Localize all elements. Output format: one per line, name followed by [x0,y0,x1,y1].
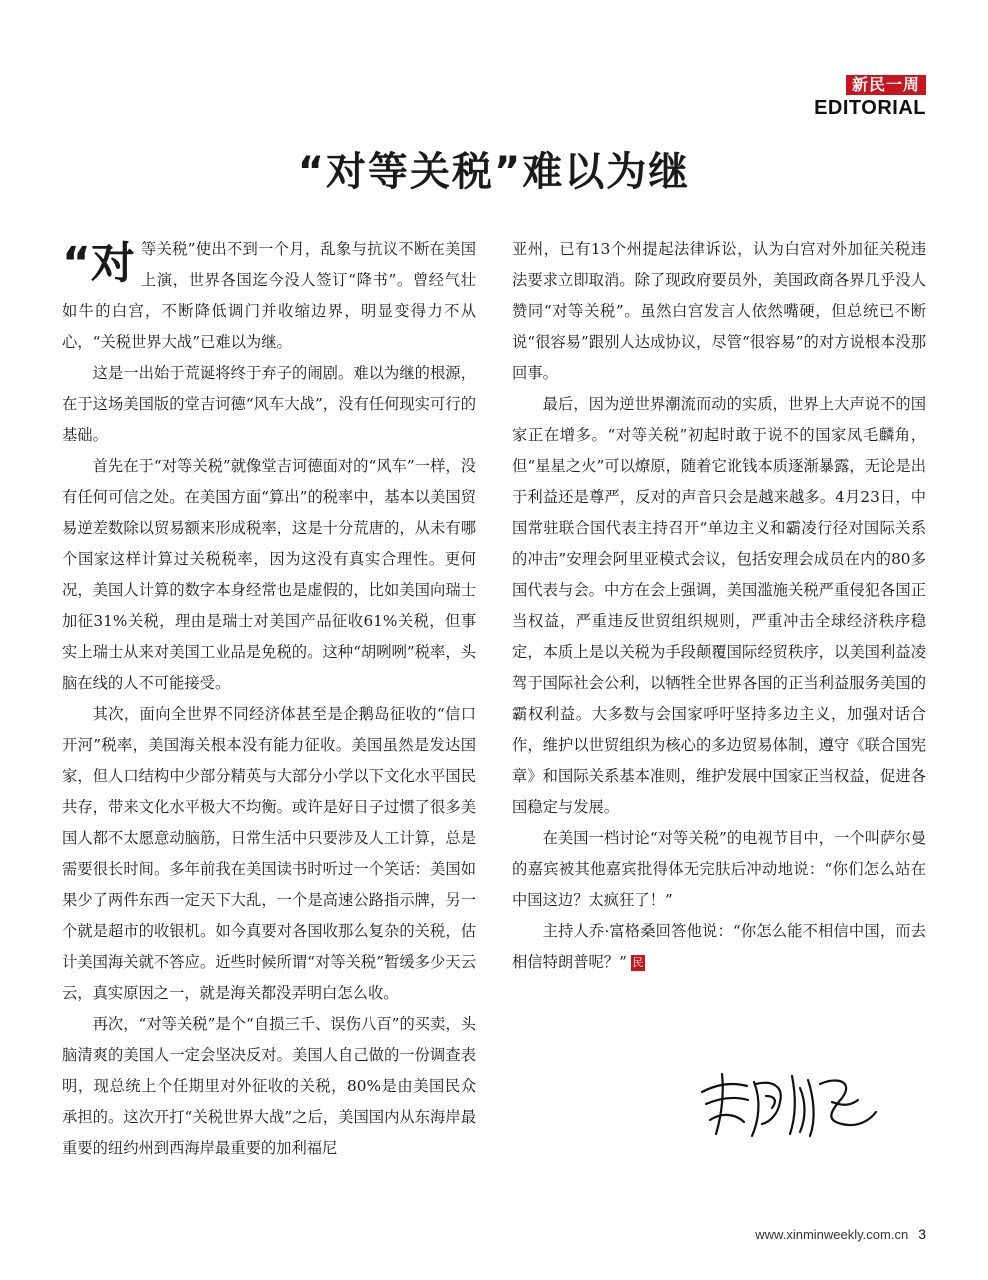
paragraph: 主持人乔·富格桑回答他说：“你怎么能不相信中国，而去相信特朗普呢？” 民 [512,922,926,971]
masthead [814,75,926,119]
column-left [62,234,476,1164]
paragraph: 这是一出始于荒诞将终于弃子的闹剧。难以为继的根源，在于这场美国版的堂吉诃德“风车大战”，没有任何现实可行的基础。 [62,364,476,444]
paragraph: 再次，“对等关税”是个“自损三千、误伤八百”的买卖，头脑清爽的美国人一定会坚决反对。美国人自己做的一份调查表明，现总统上个任期里对外征收的关税，80%是由美国民众承担的。这次开打“关税世界大战”之后，美国国内从东海岸最重要的纽约州到西海岸最重要的加利福尼 [62,1015,476,1157]
page-number: 3 [918,1226,926,1242]
column-right [512,234,926,1164]
page-footer [755,1226,926,1242]
signature-handwritten [692,1062,882,1142]
paragraph: 亚州，已有13个州提起法律诉讼，认为白宫对外加征关税违法要求立即取消。除了现政府要员外，美国政商各界几乎没人赞同“对等关税”。虽然白宫发言人依然嘴硬，但总统已不断说“很容易”跟别人达成协议，尽管“很容易”的对方说根本没那回事。 [512,240,926,382]
paragraph: 其次，面向全世界不同经济体甚至是企鹅岛征收的“信口开河”税率，美国海关根本没有能力征收。美国虽然是发达国家，但人口结构中少部分精英与大部分小学以下文化水平国民共存，带来文化水平极大不均衡。或许是好日子过惯了很多美国人都不太愿意动脑筋，日常生活中只要涉及人工计算，总是需要很长时间。多年前我在美国读书时听过一个笑话：美国如果少了两件东西一定天下大乱，一个是高速公路指示牌，另一个就是超市的收银机。如今真要对各国收那么复杂的关税，估计美国海关就不答应。近些时候所谓“对等关税”暂缓多少天云云，真实原因之一，就是海关都没弄明白怎么收。 [62,705,476,1002]
article-title: “对等关税”难以为继 [297,149,691,195]
paragraph: 最后，因为逆世界潮流而动的实质，世界上大声说不的国家正在增多。“对等关税”初起时敢于说不的国家凤毛麟角，但“星星之火”可以燎原，随着它讹钱本质逐渐暴露，无论是出于利益还是尊严，反对的声音只会是越来越多。4月23日，中国常驻联合国代表主持召开“单边主义和霸凌行径对国际关系的冲击”安理会阿里亚模式会议，包括安理会成员在内的80多国代表与会。中方在会上强调，美国滥施关税严重侵犯各国正当权益，严重违反世贸组织规则，严重冲击全球经济秩序稳定，本质上是以关税为手段颠覆国际经贸秩序，以美国利益凌驾于国际社会公利，以牺牲全世界各国的正当利益服务美国的霸权利益。大多数与会国家呼吁坚持多边主义，加强对话合作，维护以世贸组织为核心的多边贸易体制，遵守《联合国宪章》和国际关系基本准则，维护发展中国家正当权益，促进各国稳定与发展。 [512,395,926,816]
paragraph: 首先在于“对等关税”就像堂吉诃德面对的“风车”一样，没有任何可信之处。在美国方面“算出”的税率中，基本以美国贸易逆差数除以贸易额来形成税率，这是十分荒唐的，从未有哪个国家这样计算过关税税率，因为这没有真实合理性。更何况，美国人计算的数字本身经常也是虚假的，比如美国向瑞士加征31%关税，理由是瑞士对美国产品征收61%关税，但事实上瑞士从来对美国工业品是免税的。这种“胡咧咧”税率，头脑在线的人不可能接受。 [62,457,476,692]
website-url: www.xinminweekly.com.cn [755,1227,909,1242]
drop-cap: “对 [62,238,135,289]
section-label: EDITORIAL [814,97,926,119]
brand-logo-cn: 新民一周 [846,75,926,95]
paragraph: “对等关税”使出不到一个月，乱象与抗议不断在美国上演，世界各国迄今没人签订“降书”。曾经气壮如牛的白宫，不断降低调门并收缩边界，明显变得力不从心，“关税世界大战”已难以为继。 [62,238,476,351]
article-body [62,234,926,1164]
end-mark-icon: 民 [632,956,644,969]
paragraph: 在美国一档讨论“对等关税”的电视节目中，一个叫萨尔曼的嘉宾被其他嘉宾批得体无完肤后冲动地说：“你们怎么站在中国这边？太疯狂了！” [512,829,926,909]
